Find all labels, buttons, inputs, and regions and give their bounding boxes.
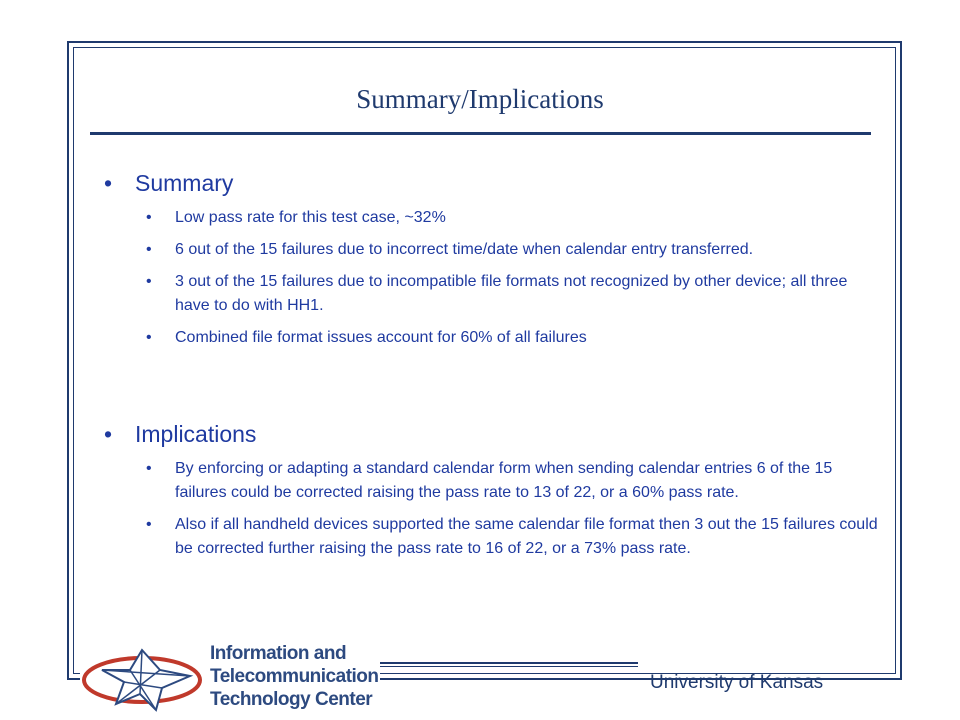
summary-list [100,206,880,350]
logo-line: Telecommunication [210,666,379,687]
list-item-text: 6 out of the 15 failures due to incorrect time/date when calendar entry transferred. [175,241,754,258]
bullet-icon: • [104,421,113,447]
summary-section [100,168,880,350]
footer-rule-thin [372,666,638,667]
list-item [100,270,880,318]
bullet-icon: • [146,516,152,533]
ittc-logo [80,640,380,718]
bullet-icon: • [104,170,113,196]
institution-name: University of Kansas [650,672,824,693]
list-item [100,326,880,350]
list-item [100,206,880,230]
section-heading-text: Implications [135,421,257,447]
bullet-icon: • [146,209,152,226]
list-item [100,238,880,262]
section-heading-text: Summary [135,170,234,196]
bullet-icon: • [146,241,152,258]
list-item-text: Low pass rate for this test case, ~32% [175,209,446,226]
slide-frame-inner [73,47,896,674]
logo-wordmark [210,642,379,711]
list-item-text: 3 out of the 15 failures due to incompatible file formats not recognized by other device; all three have to do with HH1. [175,273,848,314]
footer-rule [372,662,638,664]
section-heading [100,168,880,198]
title-divider [90,132,871,135]
bullet-icon: • [146,460,152,477]
list-item-text: By enforcing or adapting a standard calendar form when sending calendar entries 6 of the 15 failures could be corrected raising the pass rate to 13 of 22, or a 60% pass rate. [175,460,833,501]
logo-line: Information and [210,643,347,664]
implications-list [100,457,880,561]
bullet-icon: • [146,273,152,290]
section-heading [100,419,880,449]
bullet-icon: • [146,329,152,346]
implications-section [100,419,880,561]
list-item-text: Also if all handheld devices supported the same calendar file format then 3 out the 15 failures could be corrected further raising the pass rate to 16 of 22, or a 73% pass rate. [175,516,878,557]
slide-title: Summary/Implications [356,84,604,114]
list-item-text: Combined file format issues account for 60% of all failures [175,329,587,346]
logo-line: Technology Center [210,689,373,710]
list-item [100,513,880,561]
ittc-network-star-logo-icon [80,640,215,718]
list-item [100,457,880,505]
